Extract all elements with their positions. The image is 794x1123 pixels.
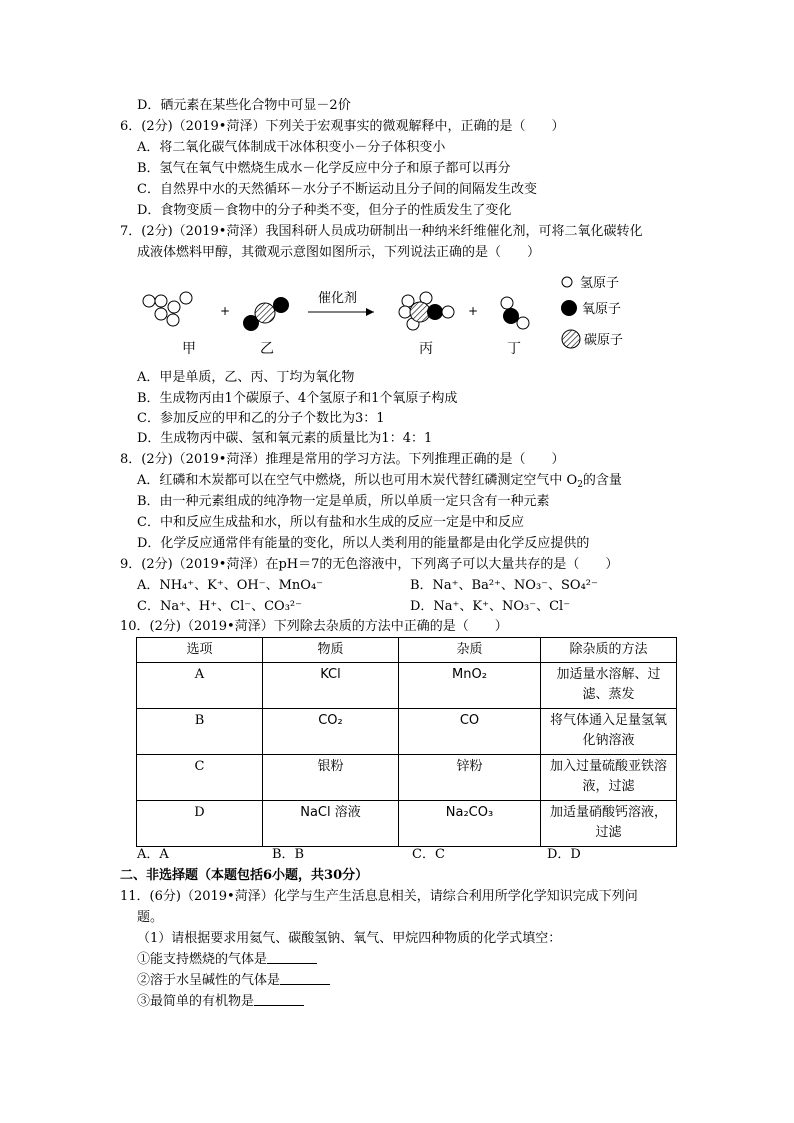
q9-option-c: C．Na⁺、H⁺、Cl⁻、CO₃²⁻ [137,599,302,614]
cell-method: 加适量水溶解、过滤、蒸发 [541,663,677,709]
q9-stem: 9．(2分)（2019•菏泽）在pH＝7的无色溶液中，下列离子可以大量共存的是（ ） [120,557,619,572]
cell-option: B [137,709,263,755]
q9-option-b: B．Na⁺、Ba²⁺、NO₃⁻、SO₄²⁻ [410,578,598,593]
answer-blank-3[interactable] [254,993,304,1006]
cell-impurity: CO [399,709,541,755]
label-yi: 乙 [260,341,274,357]
q6-option-a: A．将二氧化碳气体制成干冰体积变小－分子体积变小 [137,140,446,155]
q5-option-d: D．硒元素在某些化合物中可显－2价 [137,98,351,113]
q6-option-b: B．氢气在氧气中燃烧生成水－化学反应中分子和原子都可以再分 [137,161,511,176]
reaction-diagram [130,268,670,363]
section-title: 二、非选择题（本题包括6小题，共30分） [120,868,369,883]
q7-option-b: B．生成物丙由1个碳原子、4个氢原子和1个氧原子构成 [137,391,458,406]
q11-blank-2: ②溶于水呈碱性的气体是 [137,971,330,991]
table-row [137,755,677,801]
q6-option-c: C．自然界中水的天然循环－水分子不断运动且分子间的间隔发生改变 [137,182,537,197]
q8-option-d: D．化学反应通常伴有能量的变化，所以人类利用的能量都是由化学反应提供的 [137,536,590,551]
q10-answer-d: D．D [547,847,581,862]
cell-impurity: MnO₂ [399,663,541,709]
q7-stem-line2: 成液体燃料甲醇，其微观示意图如图所示，下列说法正确的是（ ） [137,245,541,260]
molecule-ding [501,297,529,329]
q6-option-d: D．食物变质－食物中的分子种类不变，但分子的性质发生了变化 [137,203,512,218]
header-impurity: 杂质 [399,638,541,663]
cell-impurity: Na₂CO₃ [399,801,541,847]
q7-option-a: A．甲是单质，乙、丙、丁均为氧化物 [137,370,355,385]
q11-blank-3: ③最简单的有机物是 [137,992,304,1012]
cell-substance: NaCl 溶液 [263,801,399,847]
table-row [137,801,677,847]
q11-stem-line2: 题。 [137,910,164,925]
answer-blank-1[interactable] [267,951,317,964]
header-substance: 物质 [263,638,399,663]
cell-substance: KCl [263,663,399,709]
answer-blank-2[interactable] [280,972,330,985]
q11-blank-1: ①能支持燃烧的气体是 [137,950,317,970]
arrow-head-icon [366,308,374,316]
table-row [137,663,677,709]
cell-method: 加入过量硫酸亚铁溶液，过滤 [541,755,677,801]
q11-sub1: （1）请根据要求用氦气、碳酸氢钠、氧气、甲烷四种物质的化学式填空： [137,931,562,946]
label-ding: 丁 [507,341,521,357]
q10-answer-b: B．B [272,847,305,862]
cell-option: C [137,755,263,801]
cell-impurity: 锌粉 [399,755,541,801]
q8-option-b: B．由一种元素组成的纯净物一定是单质，所以单质一定只含有一种元素 [137,494,550,509]
hydrogen-atom-icon [562,277,572,287]
catalyst-label: 催化剂 [318,291,358,306]
q6-stem: 6．(2分)（2019•菏泽）下列关于宏观事实的微观解释中，正确的是（ ） [120,119,565,134]
oxygen-atom-icon [561,300,577,316]
table-row [137,709,677,755]
cell-substance: CO₂ [263,709,399,755]
impurity-table [136,637,677,847]
q8-option-c: C．中和反应生成盐和水，所以有盐和水生成的反应一定是中和反应 [137,515,524,530]
q9-option-a: A．NH₄⁺、K⁺、OH⁻、MnO₄⁻ [137,578,324,593]
q10-answer-a: A．A [137,847,169,862]
table-header-row [137,638,677,663]
legend-hydrogen: 氢原子 [580,276,620,291]
q8-option-a: A．红磷和木炭都可以在空气中燃烧，所以也可用木炭代替红磷测定空气中 $O_2$的含量 [137,473,622,490]
cell-method: 加适量硝酸钙溶液，过滤 [541,801,677,847]
q7-stem-line1: 7．(2分)（2019•菏泽）我国科研人员成功研制出一种纳米纤维催化剂，可将二氧化碳转化 [120,224,643,239]
q7-option-c: C．参加反应的甲和乙的分子个数比为3：1 [137,411,385,426]
carbon-atom-icon [562,330,580,348]
legend-oxygen: 氧原子 [582,302,622,317]
molecule-yi [243,297,289,331]
molecule-jia [143,292,192,326]
q7-option-d: D．生成物丙中碳、氢和氧元素的质量比为1：4：1 [137,431,433,446]
q10-answer-c: C．C [412,847,445,862]
cell-option: D [137,801,263,847]
plus-sign-2: + [468,304,479,318]
q9-option-d: D．Na⁺、K⁺、NO₃⁻、Cl⁻ [410,599,571,614]
legend-carbon: 碳原子 [584,333,624,348]
cell-option: A [137,663,263,709]
q8-stem: 8．(2分)（2019•菏泽）推理是常用的学习方法。下列推理正确的是（ ） [120,452,565,467]
label-jia: 甲 [182,341,196,357]
plus-sign-1: + [220,304,231,318]
header-method: 除杂质的方法 [541,638,677,663]
q11-stem-line1: 11．(6分)（2019•菏泽）化学与生产生活息息相关，请综合利用所学化学知识完成下列问 [120,889,638,904]
molecule-bing [399,292,454,330]
q10-stem: 10．(2分)（2019•菏泽）下列除去杂质的方法中正确的是（ ） [120,619,508,634]
cell-method: 将气体通入足量氢氧化钠溶液 [541,709,677,755]
header-option: 选项 [137,638,263,663]
label-bing: 丙 [419,341,433,357]
cell-substance: 银粉 [263,755,399,801]
